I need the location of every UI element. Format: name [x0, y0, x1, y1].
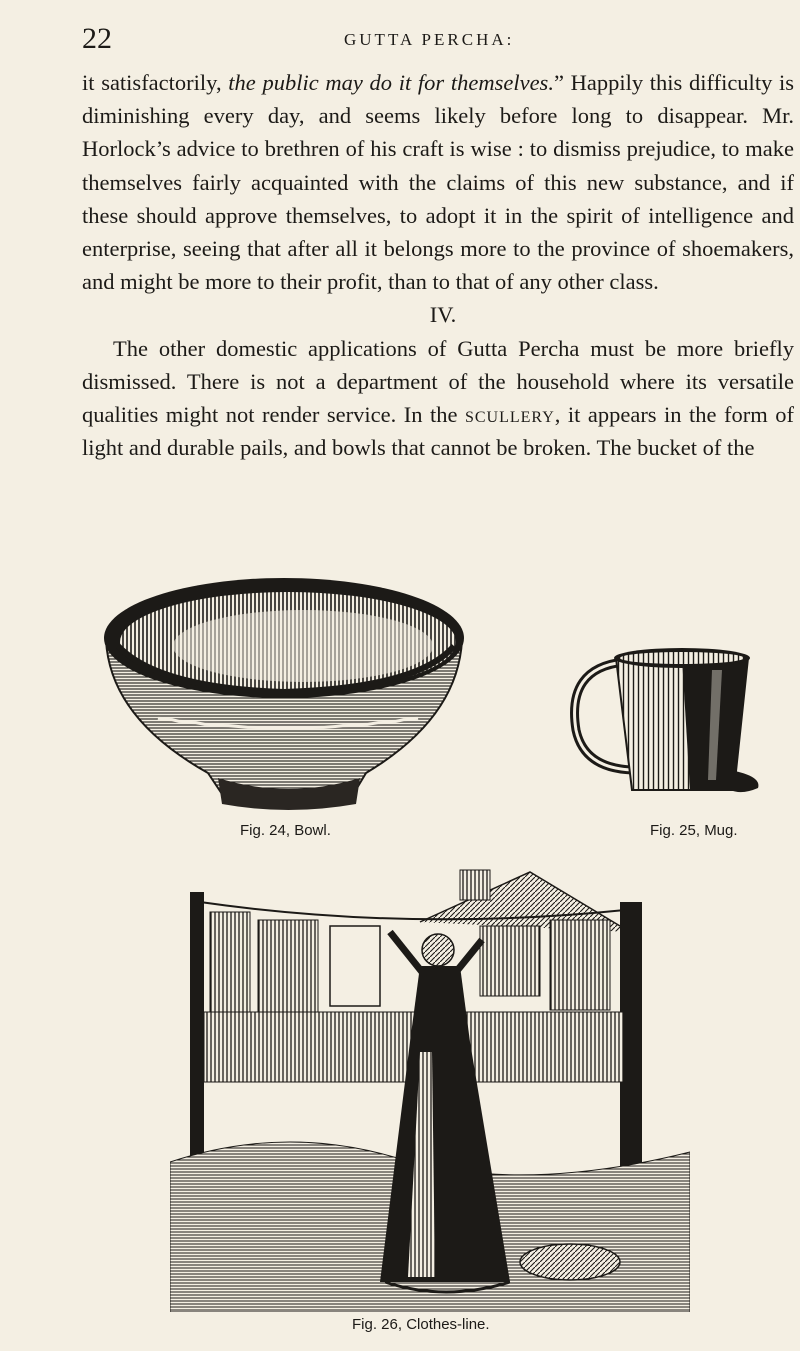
- fig24-caption: Fig. 24, Bowl.: [240, 822, 331, 839]
- running-head: GUTTA PERCHA:: [344, 30, 515, 49]
- body-text: [82, 66, 794, 464]
- bowl-illustration: [98, 568, 470, 816]
- page-header: [82, 22, 760, 62]
- paragraph-2: The other domestic applications of Gutta Percha must be more briefly dismissed. There is not a department of the household where its versatile qualities might not render service. In the scullery, it appears in the form of light and durable pails, and bowls that cannot be broken. The bucket of the: [82, 335, 794, 461]
- mug-illustration: [562, 640, 762, 800]
- page-number: 22: [82, 22, 112, 55]
- clothes-line-illustration: [170, 862, 690, 1312]
- section-number: IV.: [429, 302, 457, 328]
- fig25-caption: Fig. 25, Mug.: [650, 822, 738, 839]
- paragraph-1: it satisfactorily, the public may do it for themselves.” Happily this difficulty is diminishing every day, and seems likely before long to disappear. Mr. Horlock’s advice to brethren of his craft is wise : to dismiss prejudice, to make themselves fairly acquainted with the claims of this new substance, and if these should approve themselves, to adopt it in the spirit of intelligence and enterprise, seeing that after all it belongs more to the province of shoemakers, and might be more to their profit, than to that of any other class.: [82, 70, 795, 295]
- fig26-caption: Fig. 26, Clothes-line.: [352, 1316, 490, 1333]
- small-caps-text: scullery: [464, 402, 555, 428]
- emphasis-text: the public may do it for themselves.: [228, 70, 554, 95]
